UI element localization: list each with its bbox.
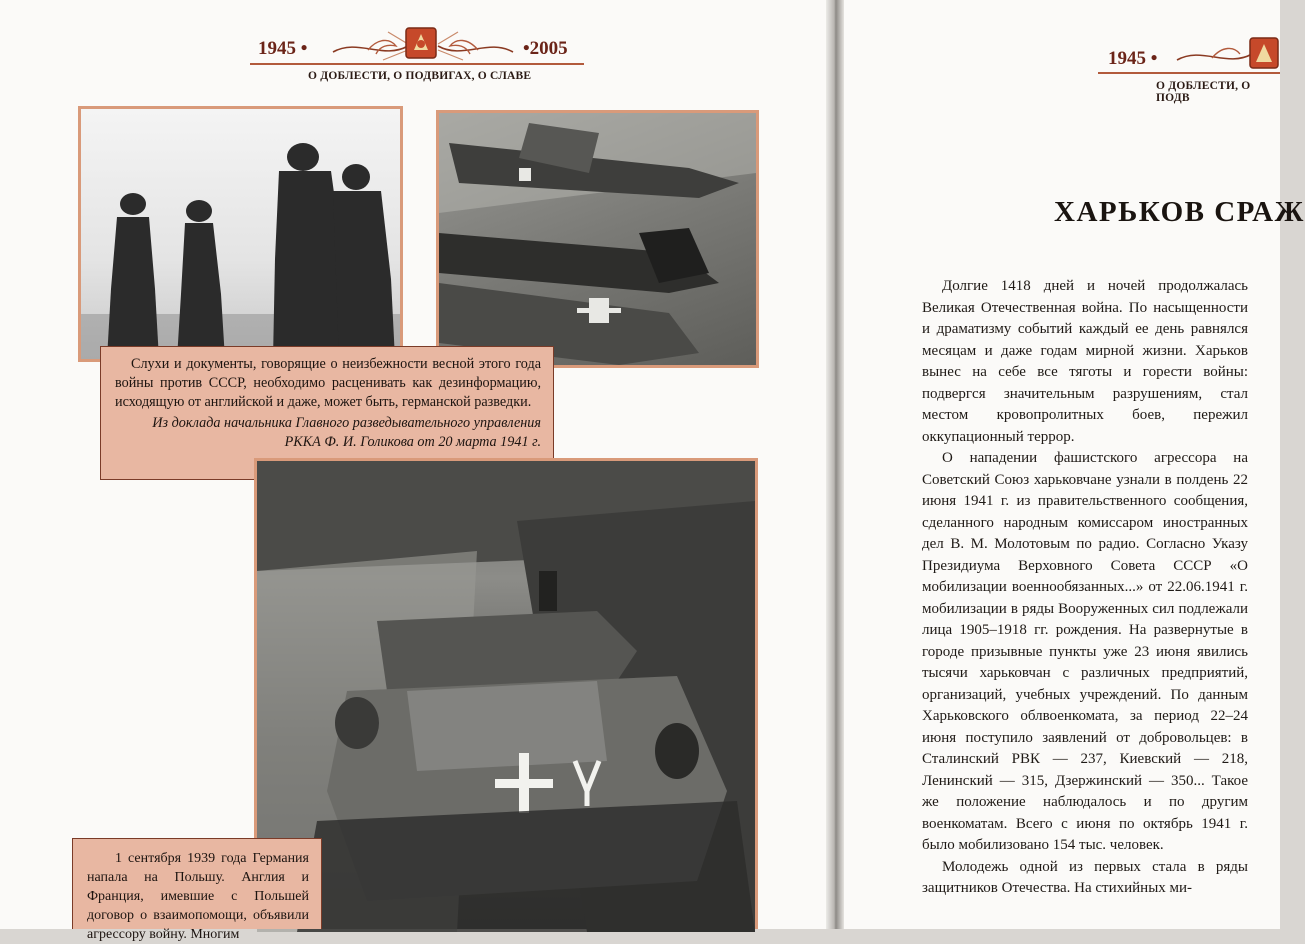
header-year-start: 1945 • <box>258 38 308 59</box>
book-gutter <box>826 0 844 929</box>
aircraft-image <box>439 113 756 365</box>
right-header-year: 1945 • <box>1108 48 1158 69</box>
tank-column-image <box>257 461 755 932</box>
chapter-paragraph-1: Долгие 1418 дней и ночей продолжалась Великая Отечественная война. По насыщенности и драматизму событий каждый ее день равнялся месяцам и даже годам мирной жизни. Харьков вынес на себе все тяготы и горести войны: подвергся значительным разрушениям, стал местом кровопролитных боев, пережил оккупационный террор. <box>922 278 1248 445</box>
right-ornament-icon <box>1172 32 1280 76</box>
right-header-subtitle: О ДОБЛЕСТИ, О ПОДВ <box>1156 80 1251 104</box>
officers-silhouette-image <box>81 109 400 359</box>
chapter-title: ХАРЬКОВ СРАЖ <box>1054 196 1305 228</box>
header-year-end: •2005 <box>523 38 568 59</box>
header-subtitle: О ДОБЛЕСТИ, О ПОДВИГАХ, О СЛАВЕ <box>308 70 532 82</box>
chapter-paragraph-2: О нападении фашистского агрессора на Советский Союз харьковчане узнали в полдень 22 июня 1941 г. из правительственного сообщения, сделанного народным комиссаром иностранных дел В. М. Молотовым по радио. Согласно Указу Президиума Верховного Совета СССР «О мобилизации военнообязанных...» от 22.06.1941 г. мобилизации в ряды Вооруженных сил подлежали лица 1905–1918 гг. рождения. На развернутые в городе призывные пункты уже 23 июня явились тысячи харьковчан с различных предприятий, организаций, учебных учреждений. По данным Харьковского облвоенкомата, за период 22–24 июня поступило заявлений от добровольцев: в Сталинский РВК — 237, Киевский — 218, Ленинский — 315, Дзержинский — 350... Такое же положение наблюдалось и по другим военкоматам. Всего с июня по октябрь 1941 г. было мобилизовано 154 тыс. человек. <box>922 450 1248 853</box>
caption-history-box <box>72 838 322 942</box>
chapter-body <box>922 276 1248 900</box>
emblem-icon <box>404 26 438 60</box>
photo-tank-column <box>254 458 758 929</box>
photo-aircraft <box>436 110 759 368</box>
photo-silhouettes <box>78 106 403 362</box>
caption-history-text: 1 сентября 1939 года Германия напала на Польшу. Англия и Франция, имевшие с Польшей договор о взаимопомощи, объявили агрессору войну. Многим <box>87 851 309 942</box>
chapter-paragraph-3: Молодежь одной из первых стала в ряды защитников Отечества. На стихийных ми- <box>922 858 1248 896</box>
caption-quote-text: Слухи и документы, говорящие о неизбежности весной этого года войны против СССР, необходимо расценивать как дезинформацию, исходящую от английской и даже, может быть, германской разведки. <box>115 356 541 410</box>
caption-quote-source: Из доклада начальника Главного разведывательного управления РККА Ф. И. Голикова от 20 марта 1941 г. <box>152 415 541 450</box>
